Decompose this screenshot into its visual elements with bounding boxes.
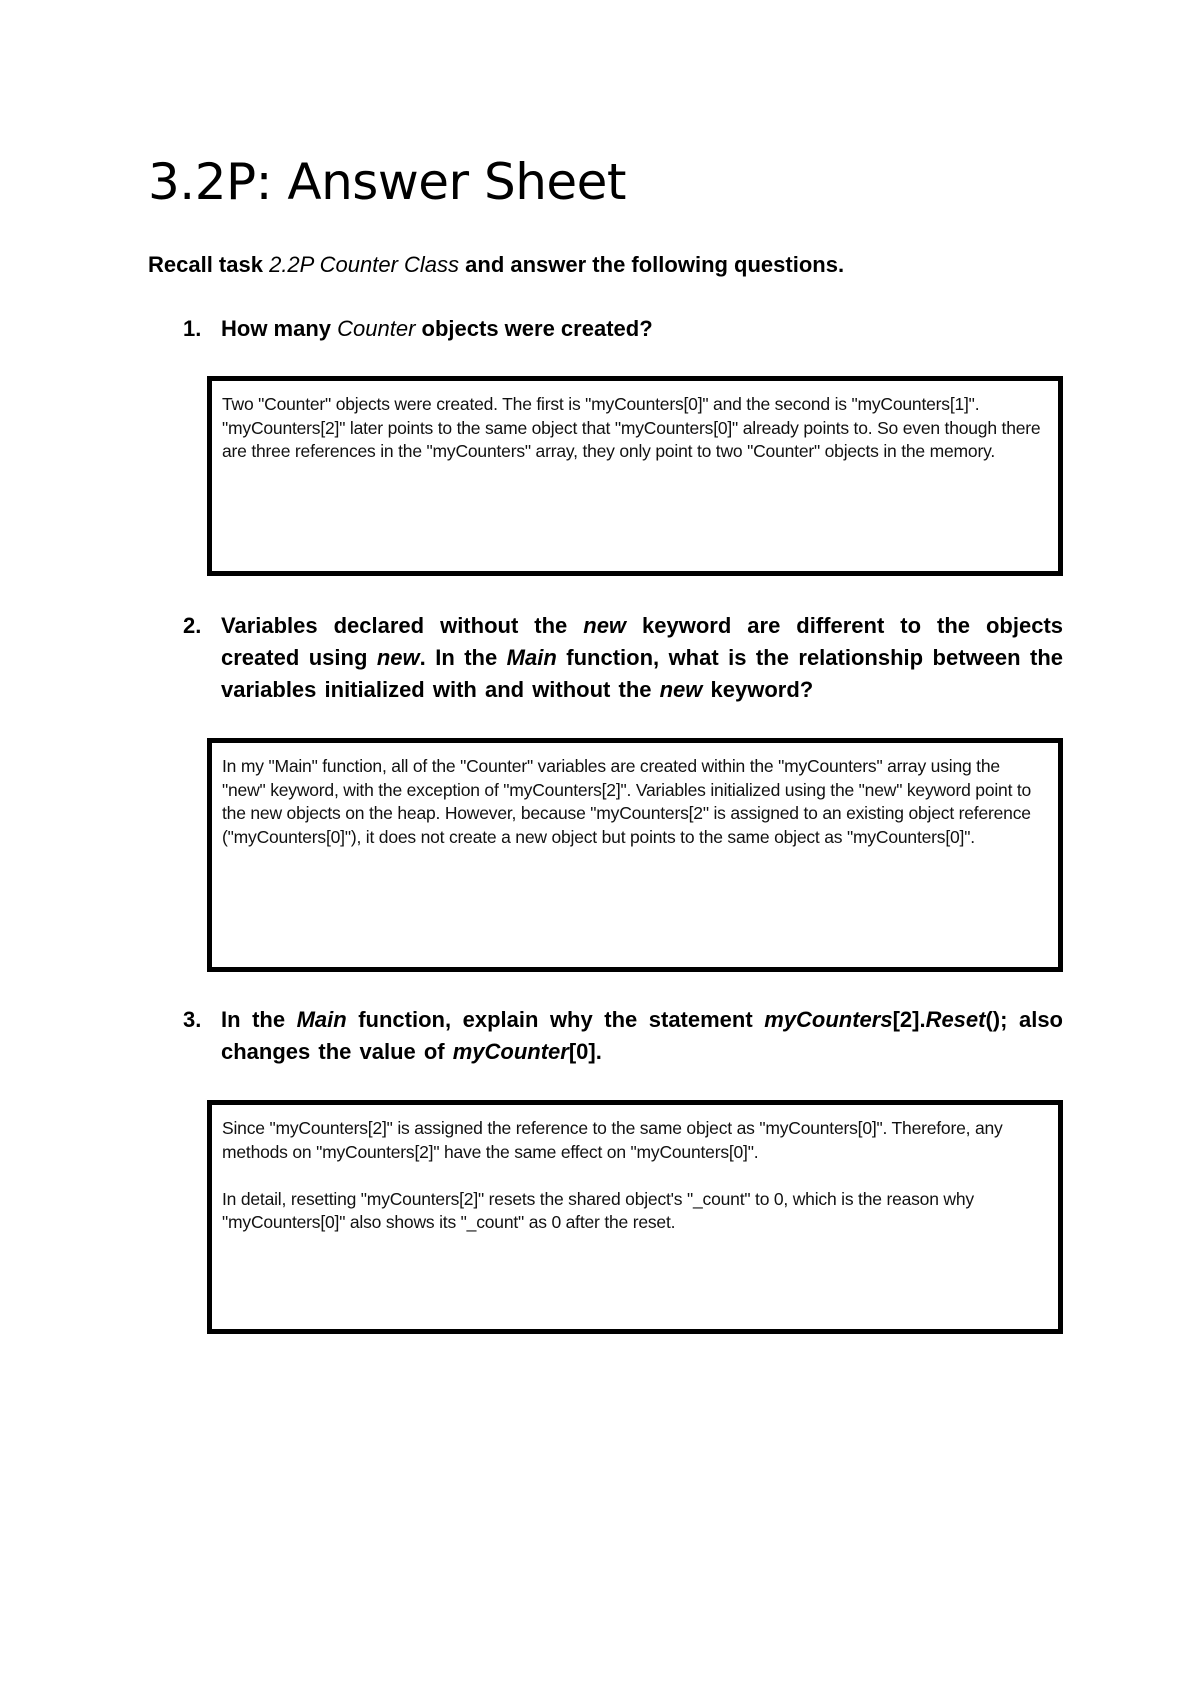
intro-suffix: and answer the following questions. bbox=[459, 252, 845, 277]
answer-box-2[interactable] bbox=[207, 738, 1063, 972]
question-text bbox=[221, 1004, 1063, 1068]
question-text bbox=[221, 313, 1063, 345]
question-text bbox=[221, 610, 1063, 706]
question-number: 1. bbox=[183, 316, 202, 341]
question-keyword: new bbox=[376, 645, 420, 670]
question-segment: [0]. bbox=[568, 1039, 602, 1064]
question-segment: keyword are different to the objects created using bbox=[221, 613, 1064, 670]
page-title: 3.2P: Answer Sheet bbox=[148, 153, 627, 211]
answer-paragraph: In detail, resetting "myCounters[2]" resets the shared object's "_count" to 0, which is the reason why "myCounters[0]" also shows its "_count" as 0 after the reset. bbox=[222, 1188, 974, 1232]
question-keyword: Main bbox=[506, 645, 557, 670]
answer-paragraph: In my "Main" function, all of the "Counter" variables are created within the "myCounters" array using the "new" keyword, with the exception of "myCounters[2]". Variables initialized using the "new" keyword point to the new objects on the heap. However, because "myCounters[2" is assigned to an existing object reference ("myCounters[0]"), it does not create a new object but points to the same object as "myCounters[0]". bbox=[222, 756, 1032, 847]
answer-box-1[interactable] bbox=[207, 376, 1063, 576]
question-keyword: myCounter bbox=[452, 1039, 569, 1064]
question-segment: keyword? bbox=[702, 677, 814, 702]
question-segment: How many bbox=[221, 316, 338, 341]
intro-prefix: Recall task bbox=[148, 252, 270, 277]
question-segment: function, what is the relationship between the variables initialized with and without the bbox=[221, 645, 1064, 702]
question-number: 3. bbox=[183, 1007, 202, 1032]
question-segment: . In the bbox=[419, 645, 507, 670]
question-segment: [2]. bbox=[892, 1007, 926, 1032]
question-segment: (); also changes the value of bbox=[221, 1007, 1063, 1064]
question-2 bbox=[183, 610, 1063, 706]
question-keyword: new bbox=[583, 613, 627, 638]
question-segment: objects were created? bbox=[415, 316, 653, 341]
question-3 bbox=[183, 1004, 1063, 1068]
intro-task-name: 2.2P Counter Class bbox=[269, 252, 460, 277]
question-1 bbox=[183, 313, 1063, 345]
intro-line bbox=[148, 250, 844, 280]
question-keyword: Reset bbox=[925, 1007, 986, 1032]
question-segment: function, explain why the statement bbox=[346, 1007, 765, 1032]
question-keyword: new bbox=[659, 677, 703, 702]
question-number: 2. bbox=[183, 613, 202, 638]
question-emphasis: Counter bbox=[337, 316, 416, 341]
question-keyword: myCounters bbox=[764, 1007, 893, 1032]
question-segment: In the bbox=[221, 1007, 297, 1032]
answer-paragraph: Since "myCounters[2]" is assigned the reference to the same object as "myCounters[0]". Therefore, any methods on "myCounters[2]" have the same effect on "myCounters[0]". bbox=[222, 1118, 1003, 1162]
answer-paragraph: Two "Counter" objects were created. The first is "myCounters[0]" and the second is "myCounters[1]". "myCounters[2]" later points to the same object that "myCounters[0]" already points to. So even though there are three references in the "myCounters" array, they only point to two "Counter" objects in the memory. bbox=[222, 394, 1041, 461]
question-segment: Variables declared without the bbox=[221, 613, 584, 638]
question-keyword: Main bbox=[296, 1007, 347, 1032]
answer-box-3[interactable] bbox=[207, 1100, 1063, 1334]
